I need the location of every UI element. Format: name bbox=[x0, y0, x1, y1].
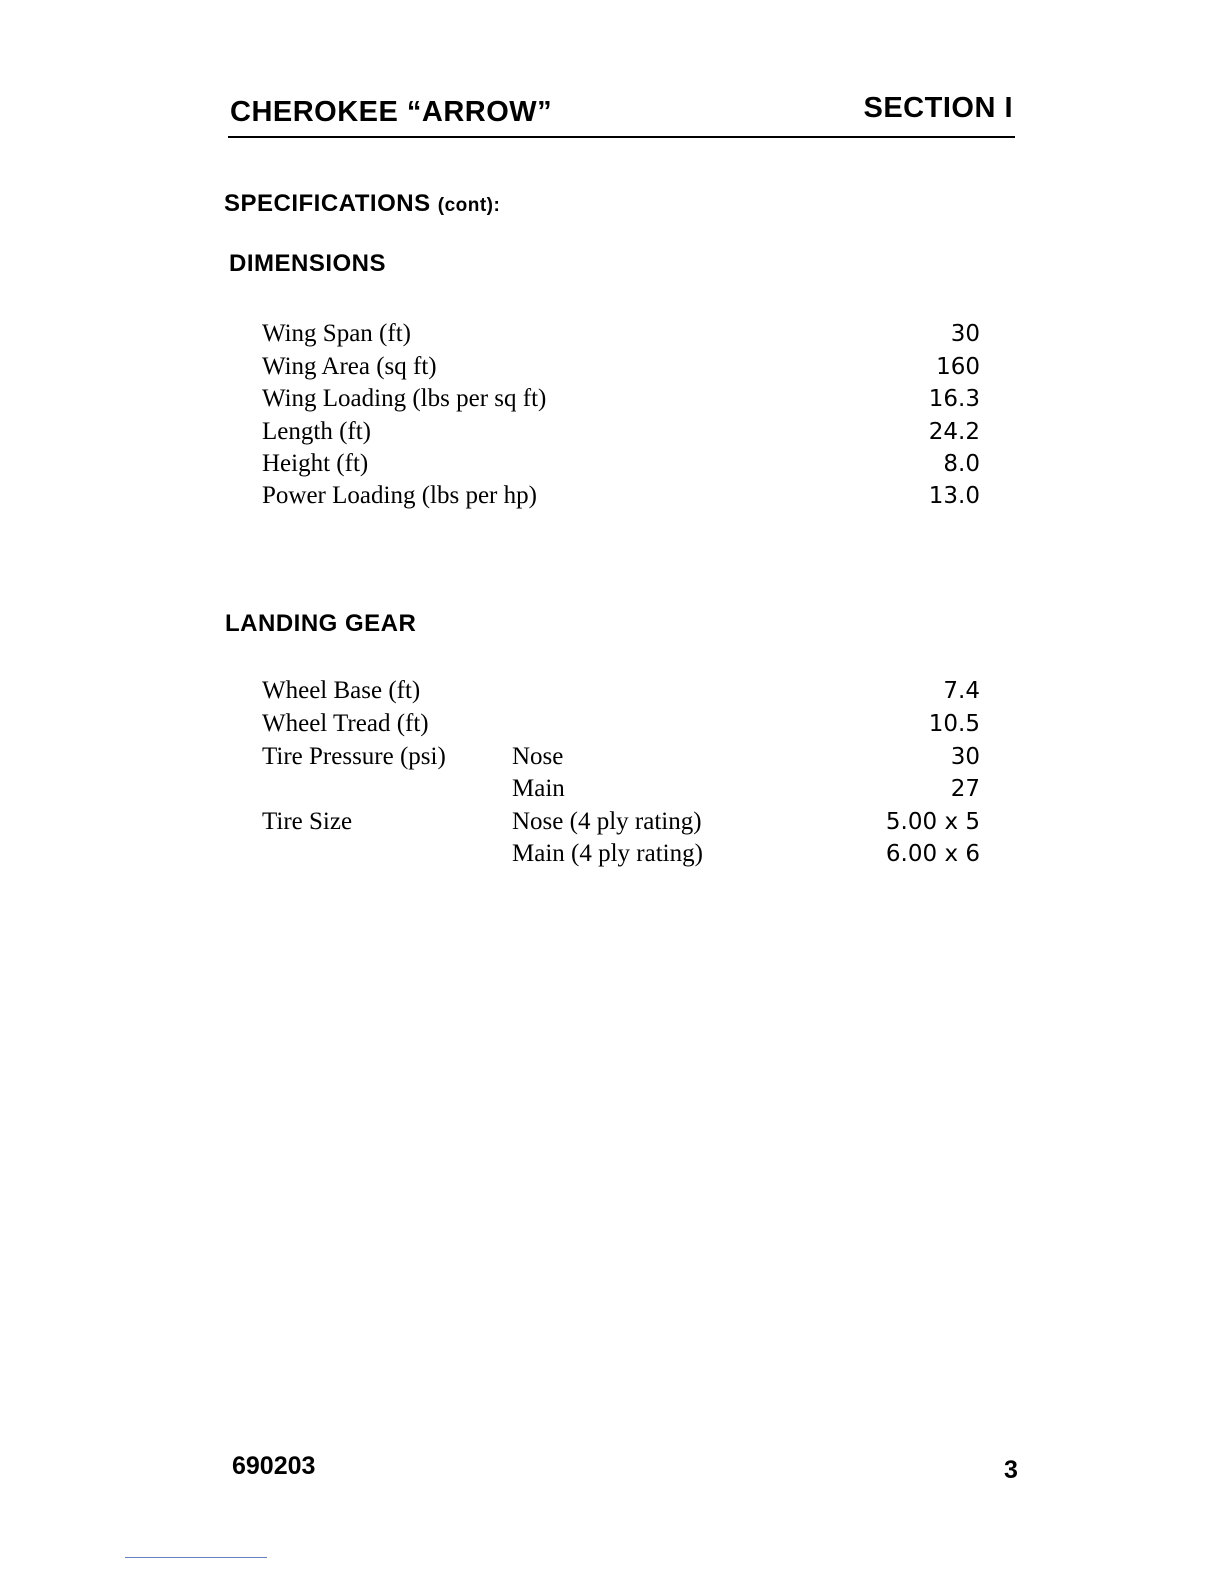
row-label: Wing Area (sq ft) bbox=[262, 353, 437, 380]
page-header bbox=[228, 92, 1015, 138]
dimensions-row bbox=[262, 351, 984, 383]
row-sublabel: Main bbox=[512, 775, 565, 802]
document-title: CHEROKEE “ARROW” bbox=[230, 96, 553, 128]
row-value: 6.00 x 6 bbox=[885, 841, 980, 867]
dimensions-row bbox=[262, 318, 984, 350]
row-value: 13.0 bbox=[928, 483, 980, 509]
document-number: 690203 bbox=[232, 1452, 316, 1480]
row-value: 30 bbox=[950, 744, 980, 770]
row-value: 27 bbox=[950, 776, 980, 802]
row-value: 5.00 x 5 bbox=[885, 809, 980, 835]
landing-gear-row bbox=[262, 838, 984, 870]
dimensions-row bbox=[262, 448, 984, 480]
row-value: 7.4 bbox=[943, 678, 980, 704]
landing-gear-row bbox=[262, 741, 984, 773]
row-label: Wing Loading (lbs per sq ft) bbox=[262, 385, 547, 412]
row-label: Wheel Tread (ft) bbox=[262, 710, 429, 737]
dimensions-row bbox=[262, 416, 984, 448]
row-label: Wheel Base (ft) bbox=[262, 677, 421, 704]
row-value: 16.3 bbox=[928, 386, 980, 412]
row-value: 24.2 bbox=[928, 419, 980, 445]
row-label: Length (ft) bbox=[262, 418, 371, 445]
landing-gear-heading: LANDING GEAR bbox=[225, 610, 417, 637]
row-label: Tire Size bbox=[262, 808, 353, 835]
dimensions-row bbox=[262, 383, 984, 415]
row-label: Height (ft) bbox=[262, 450, 369, 477]
row-value: 160 bbox=[936, 354, 980, 380]
row-value: 10.5 bbox=[928, 711, 980, 737]
page-number: 3 bbox=[1004, 1456, 1018, 1484]
landing-gear-row bbox=[262, 773, 984, 805]
row-label: Wing Span (ft) bbox=[262, 320, 411, 347]
specifications-heading bbox=[224, 190, 500, 218]
landing-gear-row bbox=[262, 675, 984, 707]
row-label: Tire Pressure (psi) bbox=[262, 743, 446, 770]
row-value: 8.0 bbox=[943, 451, 980, 477]
row-sublabel: Nose bbox=[512, 743, 564, 770]
dimensions-heading: DIMENSIONS bbox=[229, 250, 387, 277]
row-value: 30 bbox=[950, 321, 980, 347]
specifications-title: SPECIFICATIONS bbox=[224, 190, 431, 217]
landing-gear-row bbox=[262, 806, 984, 838]
specifications-suffix: (cont): bbox=[437, 195, 501, 216]
landing-gear-row bbox=[262, 708, 984, 740]
row-sublabel: Nose (4 ply rating) bbox=[512, 808, 702, 835]
scan-artifact-line bbox=[125, 1557, 267, 1558]
row-label: Power Loading (lbs per hp) bbox=[262, 482, 537, 509]
row-sublabel: Main (4 ply rating) bbox=[512, 840, 703, 867]
dimensions-row bbox=[262, 480, 984, 512]
section-label: SECTION I bbox=[863, 92, 1013, 124]
